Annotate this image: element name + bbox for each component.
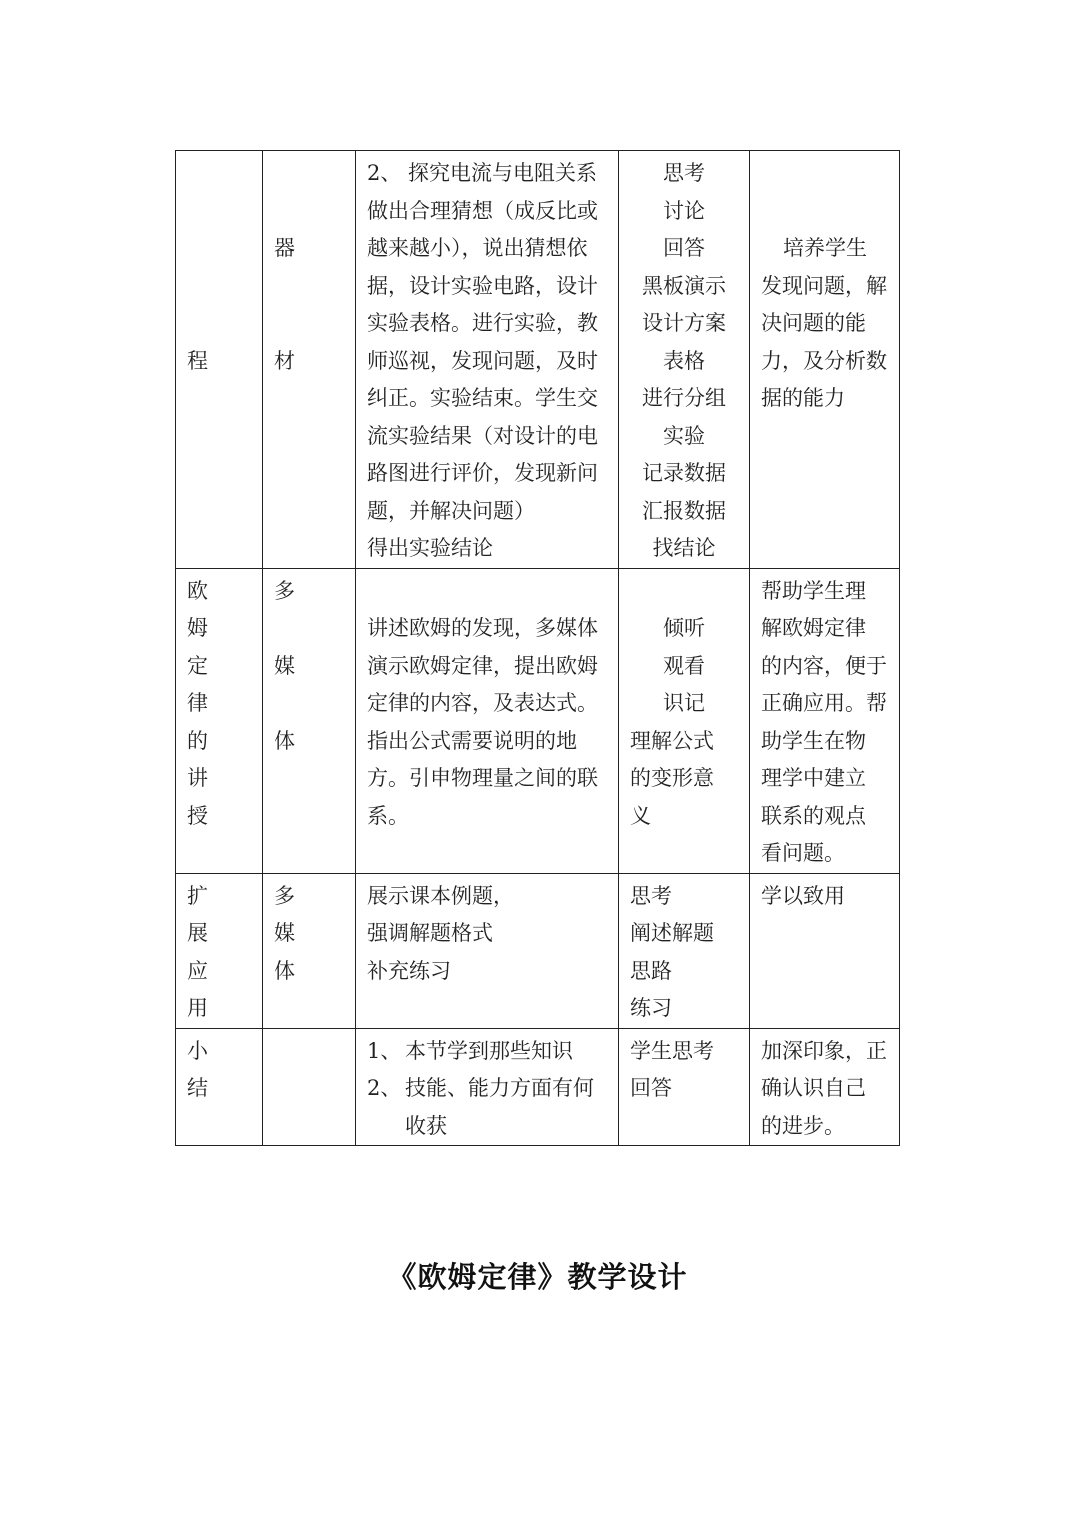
teacher-line: 越来越小），说出猜想依 xyxy=(367,236,588,260)
tools-cell xyxy=(263,1028,356,1146)
purpose-line: 加深印象，正 xyxy=(761,1038,887,1063)
document-title: 《欧姆定律》教学设计 xyxy=(387,1260,688,1294)
student-line: 讨论 xyxy=(663,198,705,223)
teacher-activity-cell xyxy=(356,873,619,1028)
tools-char: 多 xyxy=(274,578,295,603)
purpose-line: 发现问题，解 xyxy=(761,273,887,298)
student-line: 思考 xyxy=(630,883,672,908)
student-line: 的变形意 xyxy=(630,766,714,790)
teacher-line: 系。 xyxy=(367,803,409,828)
teacher-line: 讲述欧姆的发现，多媒体 xyxy=(367,616,598,640)
student-line: 义 xyxy=(630,803,651,828)
purpose-line: 的内容，便于 xyxy=(761,653,887,678)
teacher-activity-cell xyxy=(356,151,619,569)
stage-cell xyxy=(176,568,263,873)
student-line: 表格 xyxy=(663,348,705,373)
teacher-line: 方。引申物理量之间的联 xyxy=(367,766,598,790)
stage-char: 用 xyxy=(187,996,208,1020)
table-row xyxy=(176,151,900,569)
stage-char: 欧 xyxy=(187,578,208,603)
student-line: 找结论 xyxy=(652,536,716,560)
student-activity-cell xyxy=(619,568,750,873)
stage-cell xyxy=(176,151,263,569)
tools-char: 媒 xyxy=(274,921,295,945)
purpose-cell xyxy=(750,1028,900,1146)
teacher-line: 据，设计实验电路，设计 xyxy=(367,273,598,298)
tools-char: 体 xyxy=(274,958,295,983)
teacher-line: 纠正。实验结束。学生交 xyxy=(367,386,598,410)
teacher-line: 补充练习 xyxy=(367,958,451,983)
stage-char: 的 xyxy=(187,728,208,753)
stage-char: 授 xyxy=(187,803,208,828)
teacher-line: 定律的内容，及表达式。 xyxy=(367,691,598,715)
student-line: 汇报数据 xyxy=(642,498,726,523)
student-activity-cell xyxy=(619,873,750,1028)
list-number: 2、 xyxy=(367,1076,402,1100)
teacher-line: 做出合理猜想（成反比或 xyxy=(367,198,598,223)
purpose-line: 确认识自己 xyxy=(761,1076,866,1100)
stage-char: 姆 xyxy=(187,616,208,640)
teacher-line: 得出实验结论 xyxy=(367,536,493,560)
tools-cell xyxy=(263,151,356,569)
stage-text: 程 xyxy=(187,348,208,373)
teacher-line: 流实验结果（对设计的电 xyxy=(367,423,598,448)
tools-cell xyxy=(263,873,356,1028)
teacher-line: 师巡视，发现问题，及时 xyxy=(367,348,598,373)
table-row xyxy=(176,568,900,873)
student-line: 倾听 xyxy=(663,616,705,640)
tools-cell xyxy=(263,568,356,873)
list-item xyxy=(367,1070,607,1108)
teacher-activity-cell xyxy=(356,568,619,873)
teacher-line: 指出公式需要说明的地 xyxy=(367,728,577,753)
lesson-plan-table xyxy=(175,150,900,1146)
purpose-line: 学以致用 xyxy=(761,883,845,908)
list-text-continued: 收获 xyxy=(405,1113,447,1138)
purpose-line: 正确应用。帮 xyxy=(761,691,887,715)
teacher-activity-cell xyxy=(356,1028,619,1146)
teacher-line: 演示欧姆定律，提出欧姆 xyxy=(367,653,598,678)
purpose-line: 联系的观点 xyxy=(761,803,866,828)
list-text: 技能、能力方面有何 xyxy=(405,1076,594,1100)
tools-char: 体 xyxy=(274,728,295,753)
purpose-line: 解欧姆定律 xyxy=(761,616,866,640)
student-line: 练习 xyxy=(630,996,672,1020)
tools-text: 器 xyxy=(274,236,295,260)
purpose-line: 决问题的能 xyxy=(761,311,866,335)
purpose-cell xyxy=(750,568,900,873)
purpose-line: 帮助学生理 xyxy=(761,578,866,603)
purpose-line: 看问题。 xyxy=(761,841,845,865)
student-line: 实验 xyxy=(663,423,705,448)
student-activity-cell xyxy=(619,1028,750,1146)
stage-char: 结 xyxy=(187,1076,208,1100)
student-line: 回答 xyxy=(630,1076,672,1100)
stage-char: 定 xyxy=(187,653,208,678)
purpose-cell xyxy=(750,151,900,569)
stage-char: 讲 xyxy=(187,766,208,790)
stage-cell xyxy=(176,1028,263,1146)
student-line: 记录数据 xyxy=(642,461,726,485)
purpose-cell xyxy=(750,873,900,1028)
list-text: 本节学到那些知识 xyxy=(405,1038,573,1063)
student-line: 思考 xyxy=(663,161,705,185)
teacher-line: 强调解题格式 xyxy=(367,921,493,945)
teacher-line: 实验表格。进行实验，教 xyxy=(367,311,598,335)
table-row xyxy=(176,873,900,1028)
student-line: 学生思考 xyxy=(630,1038,714,1063)
stage-char: 律 xyxy=(187,691,208,715)
teacher-line: 题，并解决问题） xyxy=(367,498,535,523)
tools-char: 媒 xyxy=(274,653,295,678)
purpose-line: 力，及分析数 xyxy=(761,348,887,373)
purpose-line: 助学生在物 xyxy=(761,728,866,753)
stage-cell xyxy=(176,873,263,1028)
teacher-line: 路图进行评价，发现新问 xyxy=(367,461,598,485)
purpose-line: 的进步。 xyxy=(761,1113,845,1138)
stage-char: 展 xyxy=(187,921,208,945)
list-number: 1、 xyxy=(367,1038,402,1063)
student-line: 回答 xyxy=(663,236,705,260)
student-line: 思路 xyxy=(630,958,672,983)
teacher-line: 展示课本例题， xyxy=(367,883,514,908)
tools-char: 多 xyxy=(274,883,295,908)
student-line: 识记 xyxy=(663,691,705,715)
tools-text: 材 xyxy=(274,348,295,373)
student-line: 设计方案 xyxy=(642,311,726,335)
student-line: 理解公式 xyxy=(630,728,714,753)
list-item xyxy=(367,1033,607,1071)
teacher-line: 2、 探究电流与电阻关系 xyxy=(367,161,598,185)
student-line: 黑板演示 xyxy=(642,273,726,298)
stage-char: 小 xyxy=(187,1038,208,1063)
table-row xyxy=(176,1028,900,1146)
purpose-line: 理学中建立 xyxy=(761,766,866,790)
student-activity-cell xyxy=(619,151,750,569)
student-line: 阐述解题 xyxy=(630,921,714,945)
stage-char: 扩 xyxy=(187,883,208,908)
purpose-line: 据的能力 xyxy=(761,386,845,410)
student-line: 观看 xyxy=(663,653,705,678)
student-line: 进行分组 xyxy=(642,386,726,410)
stage-char: 应 xyxy=(187,958,208,983)
purpose-line: 培养学生 xyxy=(783,236,867,260)
